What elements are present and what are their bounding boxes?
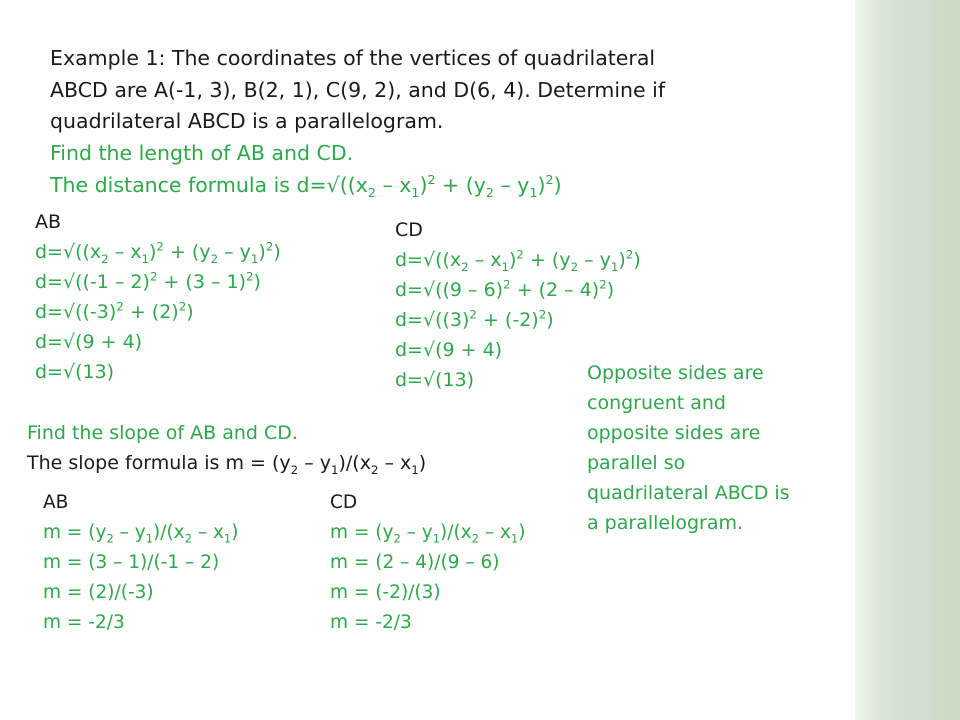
ab-distance-step: $d=√((-3)^2 + (2)^2)$ <box>35 299 194 323</box>
conclusion-line: congruent and <box>587 392 726 414</box>
conclusion-line: opposite sides are <box>587 422 761 444</box>
slope-intro-block <box>27 418 426 478</box>
conclusion-line: parallel so <box>587 452 686 474</box>
cd-distance-step: $d=√((x_2 - x_1)^2 + (y_2 - y_1)^2)$ <box>395 247 641 274</box>
cd-slope-work <box>330 488 525 638</box>
cd-distance-step: d=√(9 + 4) <box>395 339 503 361</box>
ab-distance-step: d=√(9 + 4) <box>35 331 143 353</box>
cd-slope-heading: CD <box>330 492 358 513</box>
ab-distance-heading: AB <box>35 211 62 233</box>
cd-distance-step: $d=√((3)^2 + (-2)^2)$ <box>395 307 554 331</box>
ab-slope-heading: AB <box>43 492 69 513</box>
example-statement <box>50 43 665 138</box>
example-line: quadrilateral ABCD is a parallelogram. <box>50 109 444 133</box>
slope-intro: Find the slope of AB and CD. <box>27 422 298 444</box>
conclusion-text <box>587 358 790 538</box>
length-intro: Find the length of AB and CD. <box>50 141 354 165</box>
conclusion-line: a parallelogram. <box>587 512 744 534</box>
cd-distance-step: d=√((9 – 6)$^2$ + (2 – 4)$^2$) <box>395 277 615 301</box>
length-intro-block <box>50 138 562 201</box>
ab-slope-step: m = -2/3 <box>43 612 125 633</box>
cd-distance-step: d=√(13) <box>395 369 475 391</box>
ab-distance-work <box>35 207 281 387</box>
ab-distance-step: d=√(13) <box>35 361 115 383</box>
ab-slope-work <box>43 488 238 638</box>
conclusion-line: quadrilateral ABCD is <box>587 482 790 504</box>
ab-slope-step: $m = (y_2 - y_1)/(x_2 - x_1)$ <box>43 522 239 546</box>
ab-slope-step: m = (3 – 1)/(-1 – 2) <box>43 552 220 573</box>
cd-distance-heading: CD <box>395 219 423 241</box>
cd-slope-step: $m = (y_2 - y_1)/(x_2 - x_1)$ <box>330 522 526 546</box>
ab-distance-step: $d=√((x_2 - x_1)^2 + (y_2 - y_1)^2)$ <box>35 239 281 266</box>
example-line: ABCD are A(-1, 3), B(2, 1), C(9, 2), and D(6, 4). Determine if <box>50 77 666 102</box>
cd-slope-step: m = (2 – 4)/(9 – 6) <box>330 552 500 573</box>
distance-formula: The distance formula is $d=√((x_2 - x_1)^2 + (y_2 - y_1)^2)$ <box>50 171 562 200</box>
cd-slope-step: m = (-2)/(3) <box>330 582 441 603</box>
cd-slope-step: m = -2/3 <box>330 612 412 633</box>
ab-distance-step: d=√((-1 – 2)$^2$ + (3 – 1)$^2$) <box>35 269 261 293</box>
example-line: Example 1: The coordinates of the vertices of quadrilateral <box>50 46 656 70</box>
conclusion-line: Opposite sides are <box>587 362 764 384</box>
ab-slope-step: m = (2)/(-3) <box>43 582 154 603</box>
slope-formula: The slope formula is $m = (y_2 - y_1)/(x_2 - x_1)$ <box>27 452 427 477</box>
decorative-side-band <box>855 0 960 720</box>
